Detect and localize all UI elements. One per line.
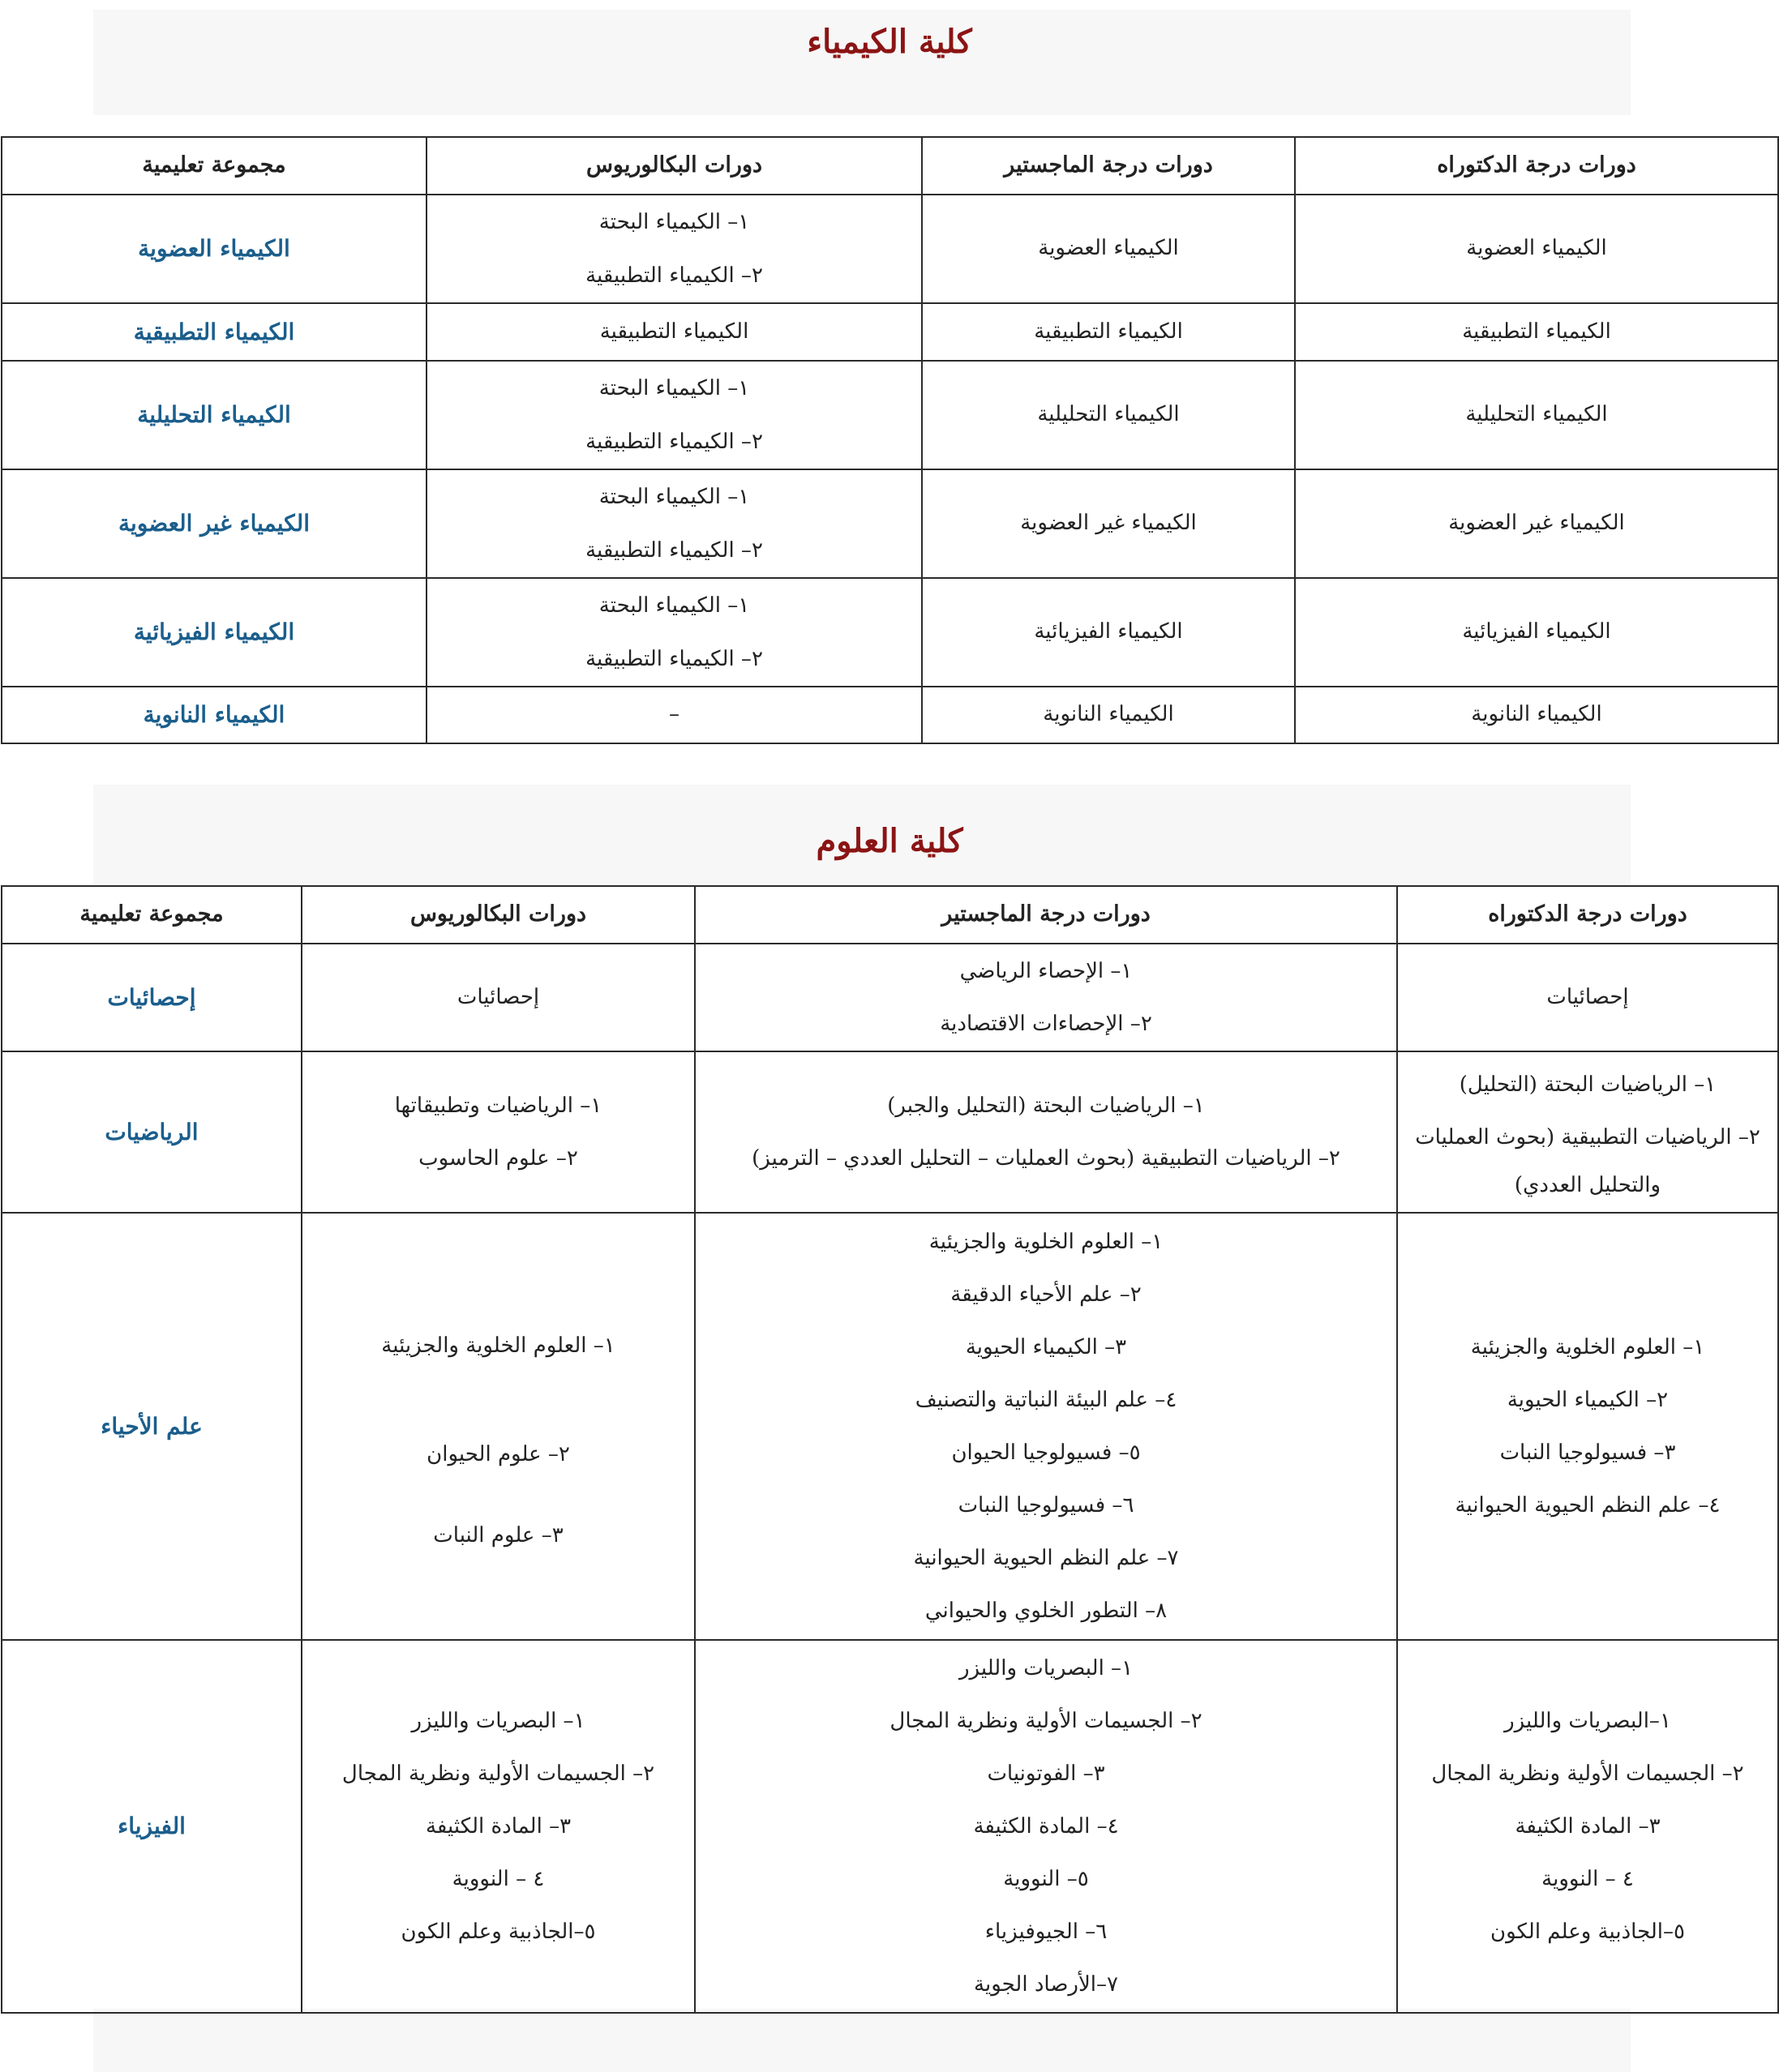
- masters-cell: [695, 1051, 1397, 1213]
- header-masters: دورات درجة الماجستير: [695, 886, 1397, 944]
- group-cell: الرياضيات: [2, 1051, 302, 1213]
- course-item: ١– العلوم الخلوية والجزيئية: [928, 1229, 1164, 1254]
- group-cell: الفيزياء: [2, 1640, 302, 2013]
- table-header-row: [2, 137, 1778, 195]
- course-item: ١– الرياضيات وتطبيقاتها: [394, 1093, 602, 1118]
- bachelors-cell: [427, 469, 922, 578]
- group-cell: الكيمياء التطبيقية: [2, 303, 427, 361]
- course-item: ٢– الكيمياء التطبيقية: [585, 647, 763, 671]
- bachelors-cell: [302, 1051, 695, 1213]
- header-group: مجموعة تعليمية: [2, 886, 302, 944]
- table-row: [2, 578, 1778, 687]
- table-row: [2, 1640, 1778, 2013]
- masters-cell: [695, 1213, 1397, 1640]
- course-item: ٢– علوم الحيوان: [427, 1441, 570, 1466]
- doctorate-cell: الكيمياء الفيزيائية: [1295, 578, 1778, 687]
- course-item: ٤– المادة الكثيفة: [973, 1813, 1119, 1839]
- course-item: ٢– الجسيمات الأولية ونظرية المجال: [890, 1708, 1202, 1733]
- header-doctorate: دورات درجة الدكتوراه: [1397, 886, 1778, 944]
- bachelors-cell: [302, 1213, 695, 1640]
- header-group: مجموعة تعليمية: [2, 137, 427, 195]
- course-item: ٣– المادة الكثيفة: [1515, 1813, 1661, 1839]
- course-item: ٢– الجسيمات الأولية ونظرية المجال: [341, 1761, 655, 1786]
- doctorate-cell: [1397, 1051, 1778, 1213]
- course-item: ١– الكيمياء البحتة: [598, 485, 750, 509]
- masters-cell: الكيمياء التحليلية: [922, 361, 1295, 469]
- course-item: ٥– فسيولوجيا الحيوان: [951, 1440, 1141, 1465]
- masters-cell: [695, 944, 1397, 1051]
- bachelors-cell: الكيمياء التطبيقية: [427, 303, 922, 361]
- course-item: ١– العلوم الخلوية والجزيئية: [1470, 1334, 1705, 1359]
- table-row: [2, 944, 1778, 1051]
- header-masters: دورات درجة الماجستير: [922, 137, 1295, 195]
- header-bachelors: دورات البكالوريوس: [427, 137, 922, 195]
- course-item: ١– الرياضيات البحتة (التحليل): [1459, 1072, 1717, 1097]
- course-item: ٦– الجيوفيزياء: [984, 1919, 1108, 1944]
- masters-cell: الكيمياء التطبيقية: [922, 303, 1295, 361]
- masters-cell: الكيمياء الفيزيائية: [922, 578, 1295, 687]
- group-cell: علم الأحياء: [2, 1213, 302, 1640]
- group-cell: إحصائيات: [2, 944, 302, 1051]
- doctorate-cell: الكيمياء غير العضوية: [1295, 469, 1778, 578]
- table-row: [2, 687, 1778, 743]
- table-row: [2, 1213, 1778, 1640]
- course-item: ٧– علم النظم الحيوية الحيوانية: [913, 1545, 1179, 1570]
- doctorate-cell: الكيمياء النانوية: [1295, 687, 1778, 743]
- course-item: ١– الرياضيات البحتة (التحليل والجبر): [887, 1093, 1205, 1118]
- table-header-row: [2, 886, 1778, 944]
- chemistry-title: كلية الكيمياء: [807, 23, 972, 61]
- group-cell: الكيمياء العضوية: [2, 195, 427, 303]
- course-item: ٣– الفوتونيات: [987, 1761, 1105, 1786]
- course-item: ٤– علم البيئة النباتية والتصنيف: [915, 1387, 1177, 1412]
- group-cell: الكيمياء غير العضوية: [2, 469, 427, 578]
- section-background: [93, 2009, 1631, 2072]
- course-item: ٨– التطور الخلوي والحيواني: [924, 1598, 1168, 1623]
- group-cell: الكيمياء التحليلية: [2, 361, 427, 469]
- bachelors-cell: –: [427, 687, 922, 743]
- course-item: ٢– الكيمياء التطبيقية: [585, 538, 763, 563]
- sciences-title: كلية العلوم: [816, 822, 963, 860]
- masters-cell: [695, 1640, 1397, 2013]
- doctorate-cell: الكيمياء العضوية: [1295, 195, 1778, 303]
- course-item: ٢– الرياضيات التطبيقية (بحوث العمليات: [1415, 1124, 1760, 1149]
- header-doctorate: دورات درجة الدكتوراه: [1295, 137, 1778, 195]
- course-item: ٤– علم النظم الحيوية الحيوانية: [1455, 1492, 1721, 1518]
- masters-cell: الكيمياء غير العضوية: [922, 469, 1295, 578]
- course-item: ٤ – النووية: [452, 1866, 545, 1891]
- course-item: ٥–الجاذبية وعلم الكون: [1490, 1919, 1685, 1944]
- bachelors-cell: [427, 195, 922, 303]
- course-item: ٢– الكيمياء الحيوية: [1507, 1387, 1669, 1412]
- course-item: والتحليل العددي): [1514, 1172, 1661, 1197]
- course-item: ١– الكيمياء البحتة: [598, 593, 750, 618]
- course-item: ٣– الكيمياء الحيوية: [965, 1334, 1127, 1359]
- doctorate-cell: الكيمياء التحليلية: [1295, 361, 1778, 469]
- bachelors-cell: [427, 578, 922, 687]
- table-row: [2, 361, 1778, 469]
- course-item: ٢– الإحصاءات الاقتصادية: [940, 1011, 1152, 1036]
- group-cell: الكيمياء الفيزيائية: [2, 578, 427, 687]
- course-item: ١– العلوم الخلوية والجزيئية: [381, 1333, 615, 1358]
- chemistry-table: [1, 136, 1779, 744]
- course-item: ١–البصريات والليزر: [1504, 1708, 1671, 1733]
- course-item: ٧–الأرصاد الجوية: [974, 1971, 1118, 1997]
- course-item: ٢– الكيمياء التطبيقية: [585, 430, 763, 454]
- sciences-table: [1, 885, 1779, 2014]
- masters-cell: الكيمياء النانوية: [922, 687, 1295, 743]
- course-item: ١– البصريات والليزر: [411, 1708, 585, 1733]
- course-item: ٤ – النووية: [1541, 1866, 1634, 1891]
- course-item: ٣– فسيولوجيا النبات: [1499, 1440, 1676, 1465]
- doctorate-cell: الكيمياء التطبيقية: [1295, 303, 1778, 361]
- course-item: ٥– النووية: [1003, 1866, 1089, 1891]
- course-item: ١– الكيمياء البحتة: [598, 210, 750, 234]
- course-item: ١– الإحصاء الرياضي: [959, 958, 1133, 983]
- course-item: ١– البصريات والليزر: [958, 1655, 1134, 1680]
- course-item: ٥–الجاذبية وعلم الكون: [401, 1919, 596, 1944]
- table-row: [2, 303, 1778, 361]
- bachelors-cell: [427, 361, 922, 469]
- doctorate-cell: [1397, 1213, 1778, 1640]
- course-item: ٦– فسيولوجيا النبات: [958, 1492, 1134, 1518]
- course-item: ٢– علم الأحياء الدقيقة: [950, 1282, 1142, 1307]
- doctorate-cell: إحصائيات: [1397, 944, 1778, 1051]
- doctorate-cell: [1397, 1640, 1778, 2013]
- course-item: ٣– المادة الكثيفة: [425, 1813, 572, 1839]
- course-item: ٢– الكيمياء التطبيقية: [585, 263, 763, 288]
- header-bachelors: دورات البكالوريوس: [302, 886, 695, 944]
- table-row: [2, 195, 1778, 303]
- course-item: ٢– علوم الحاسوب: [418, 1145, 578, 1171]
- group-cell: الكيمياء النانوية: [2, 687, 427, 743]
- masters-cell: الكيمياء العضوية: [922, 195, 1295, 303]
- course-item: ٣– علوم النبات: [433, 1522, 564, 1548]
- table-row: [2, 469, 1778, 578]
- bachelors-cell: [302, 1640, 695, 2013]
- course-item: ١– الكيمياء البحتة: [598, 376, 750, 400]
- table-row: [2, 1051, 1778, 1213]
- bachelors-cell: إحصائيات: [302, 944, 695, 1051]
- course-item: ٢– الجسيمات الأولية ونظرية المجال: [1431, 1761, 1744, 1786]
- course-item: ٢– الرياضيات التطبيقية (بحوث العمليات – التحليل العددي – الترميز): [752, 1145, 1340, 1171]
